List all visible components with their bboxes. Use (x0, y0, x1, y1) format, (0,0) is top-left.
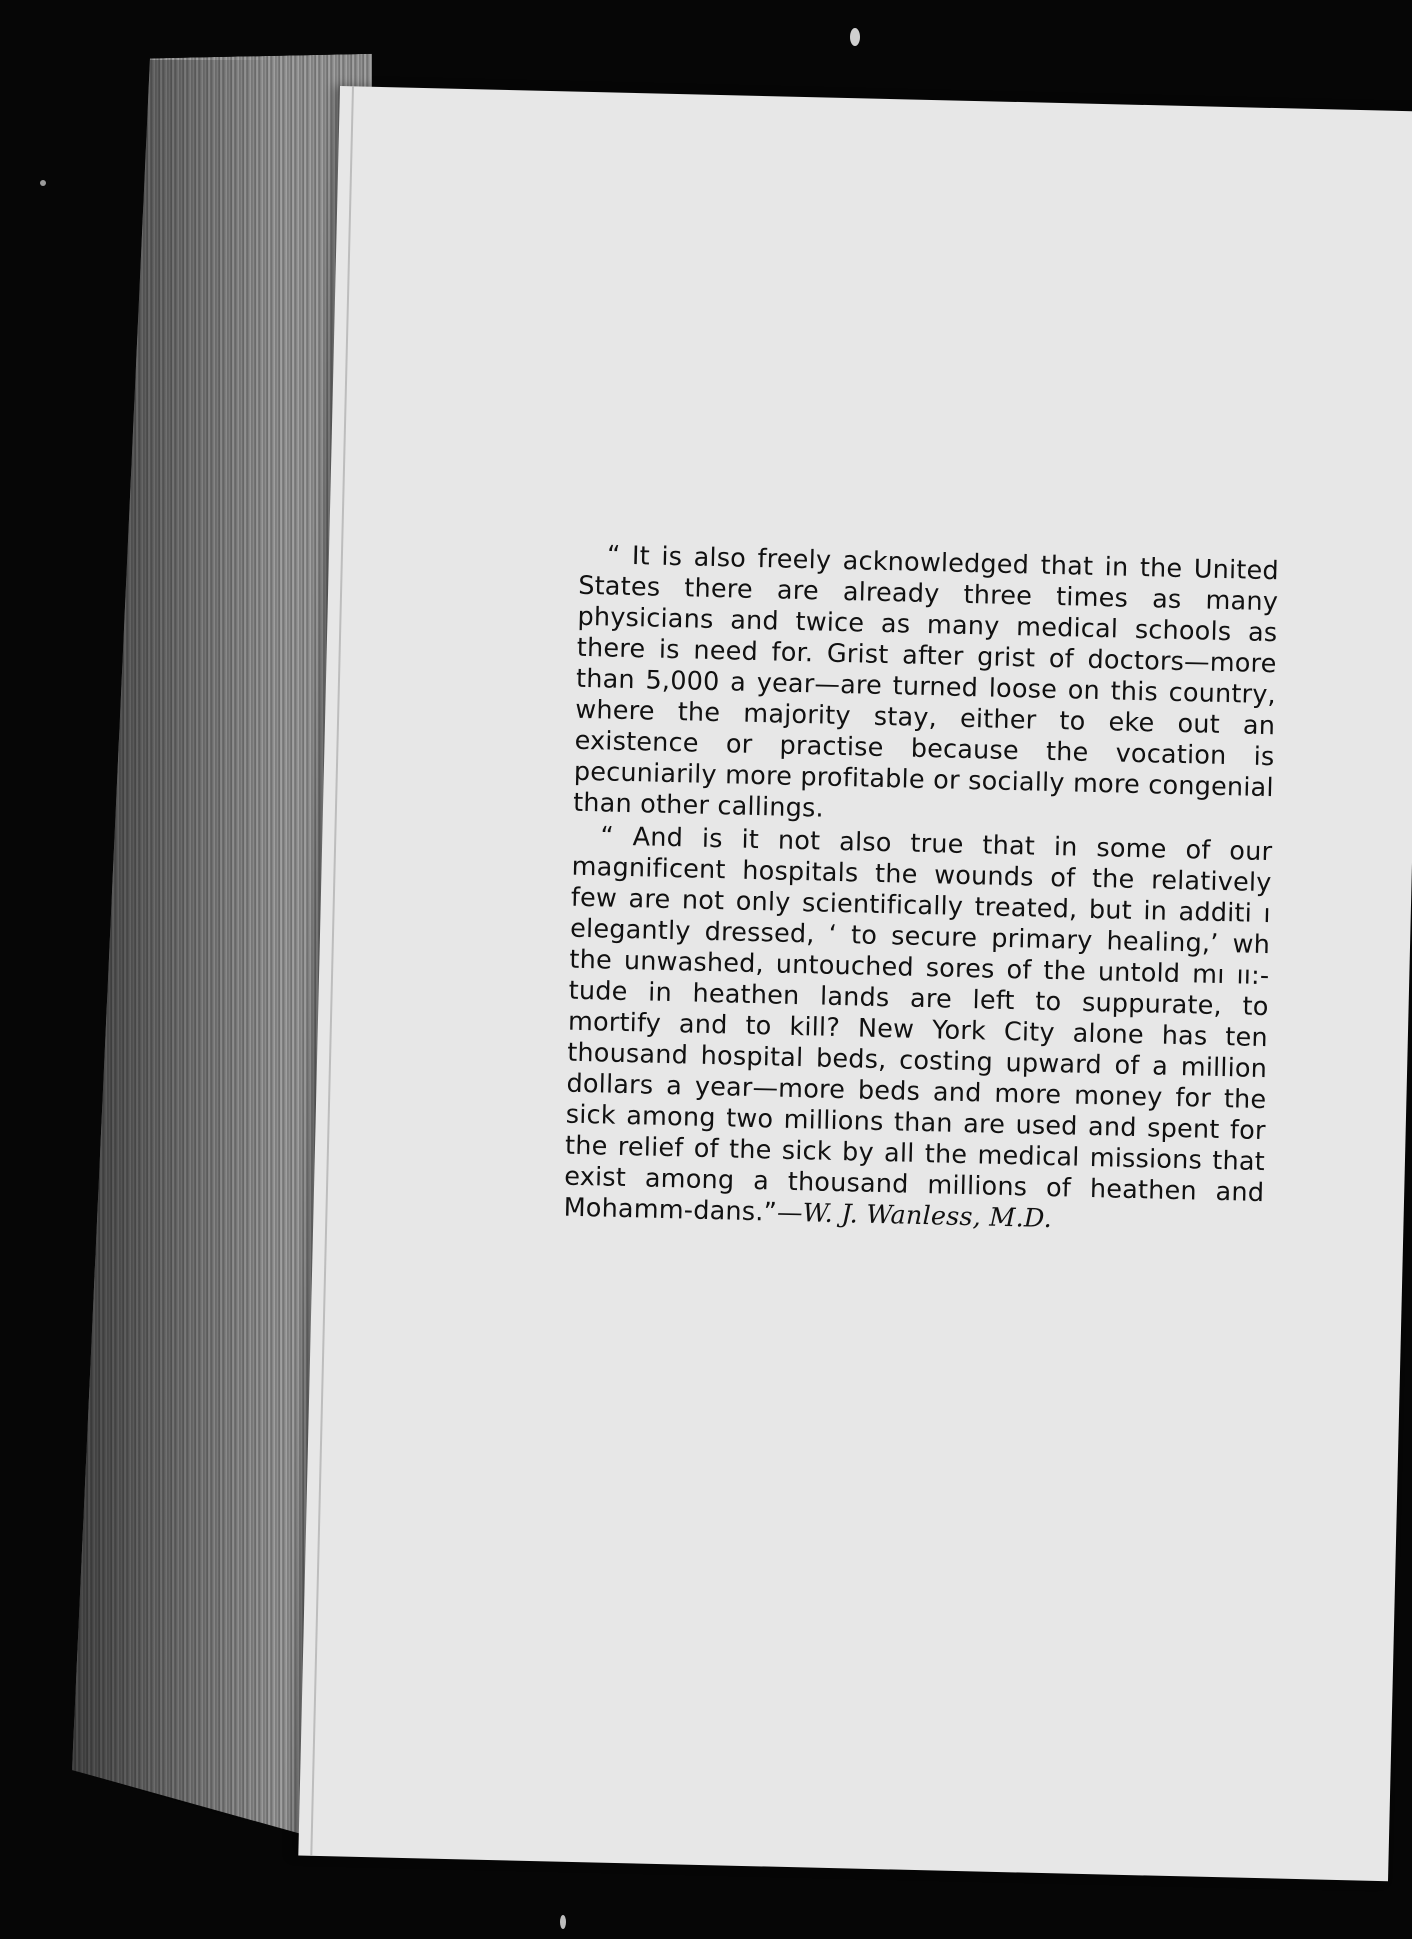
paragraph-1: “ It is also freely acknowledged that in the United States there are already three times as many physicians and twice as many medical schools as there is need for. Grist after grist of doctors—more than 5,000 a year—are turned loose on this country, where the majority stay, either to eke out an existence or practise because the vocation is pecuniarily more profitable or socially more congenial than other callings. (572, 540, 1280, 824)
quotation-text (563, 540, 1279, 1242)
paragraph-2-text: “ And is it not also true that in some of our magnificent hospitals the wounds of the relatively few are not only scientifically treated, but in additi ı elegantly dressed, ‘ to secure primary healing,’ wh the unwashed, untouched sores of the untold mı ıı:-tude in heathen lands are left to suppurate, to mortify and to kill? New York City alone has ten thousand hospital beds, costing upward of a million dollars a year—more beds and more money for the sick among two millions than are used and spent for the relief of the sick by all the medical missions that exist among a thousand millions of heathen and Mohamm-dans.” (563, 821, 1273, 1228)
dust-speck (850, 28, 860, 46)
attribution: —W. J. Wanless, M.D. (776, 1197, 1053, 1235)
dust-speck (40, 180, 46, 186)
dust-speck (560, 1915, 566, 1929)
book-page (298, 86, 1412, 1881)
paragraph-2 (563, 821, 1272, 1240)
